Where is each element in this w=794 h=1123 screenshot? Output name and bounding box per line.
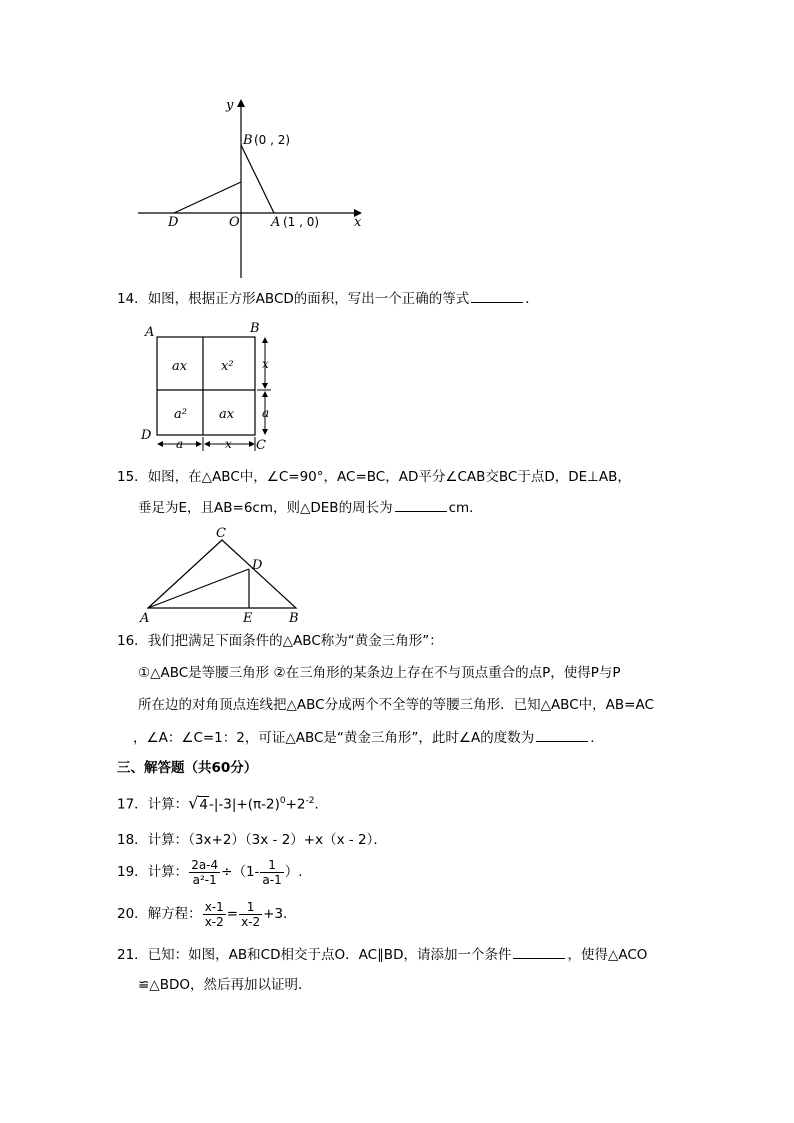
arrow-left-icon xyxy=(204,441,210,447)
q16-line4-b: ． xyxy=(590,730,604,746)
vertex-C: C xyxy=(256,438,266,453)
q19-fraction-2 xyxy=(260,858,283,887)
question-19 xyxy=(117,856,303,888)
q19-end: ）. xyxy=(284,864,303,880)
section-title: 三、解答题（共60分） xyxy=(117,760,258,776)
question-16-line3 xyxy=(138,695,654,715)
q17-number: 17． xyxy=(117,796,148,813)
vertex-D: D xyxy=(141,428,152,443)
question-21-line2 xyxy=(138,975,311,995)
q17-exp-neg2: -2 xyxy=(305,796,315,806)
question-20 xyxy=(117,898,287,930)
vertex-B: B xyxy=(250,321,260,336)
q17-sqrt-arg: 4 xyxy=(199,796,208,813)
q20-fraction-1 xyxy=(203,900,226,929)
question-18 xyxy=(117,830,387,850)
square-outline xyxy=(157,337,255,435)
q15-answer-blank[interactable] xyxy=(395,497,447,512)
question-14 xyxy=(117,288,539,309)
segment-BA xyxy=(241,145,274,213)
q19-number: 19． xyxy=(117,864,148,880)
side-a-label: a xyxy=(262,406,270,420)
side-x-label: x xyxy=(262,357,269,371)
cell-top-left: ax xyxy=(172,359,188,374)
y-axis-label: y xyxy=(226,98,234,113)
q21-line1-b: ，使得△ACO xyxy=(567,947,648,963)
vertex-D: D xyxy=(252,558,263,573)
q20-number: 20． xyxy=(117,906,148,922)
vertex-A: A xyxy=(145,325,155,340)
q19-den1: a²-1 xyxy=(192,872,217,887)
q14-number: 14． xyxy=(117,291,148,307)
point-B-coord: (0 , 2) xyxy=(254,133,291,147)
vertex-E: E xyxy=(243,611,253,626)
segment-AD xyxy=(148,569,249,608)
q21-line2: ≌△BDO，然后再加以证明． xyxy=(138,977,312,993)
q14-text: 如图，根据正方形ABCD的面积，写出一个正确的等式 xyxy=(147,291,470,307)
q16-line1: 我们把满足下面条件的△ABC称为“黄金三角形”： xyxy=(147,633,443,649)
q18-number: 18． xyxy=(117,832,148,848)
vertex-A: A xyxy=(140,611,150,626)
q20-den1: x-2 xyxy=(204,914,224,929)
vertex-C: C xyxy=(216,526,226,541)
q20-fraction-2 xyxy=(239,900,262,929)
q17-expr2: +2 xyxy=(285,796,306,813)
bottom-a-label: a xyxy=(176,437,184,451)
q20-den2: x-2 xyxy=(241,914,261,929)
y-axis-arrow-icon xyxy=(237,99,245,107)
x-axis-label: x xyxy=(354,215,362,230)
cell-bottom-right: ax xyxy=(219,407,235,422)
q19-num2: 1 xyxy=(260,858,283,873)
question-21-line1 xyxy=(117,944,647,965)
q20-eq: = xyxy=(226,906,239,922)
q14-end: ． xyxy=(525,291,539,307)
q16-line2: ①△ABC是等腰三角形 ②在三角形的某条边上存在不与顶点重合的点P，使得P与P xyxy=(138,665,621,681)
coordinate-figure xyxy=(130,95,380,285)
q20-num1: x-1 xyxy=(204,899,224,914)
q21-number: 21． xyxy=(117,947,148,963)
cell-top-right: x² xyxy=(221,359,234,374)
q15-line2-a: 垂足为E，且AB=6cm，则△DEB的周长为 xyxy=(138,500,393,516)
q16-line4-a: ，∠A：∠C=1：2，可证△ABC是“黄金三角形”，此时∠A的度数为 xyxy=(133,730,535,746)
question-16-line4 xyxy=(133,727,604,748)
q19-fraction-1 xyxy=(189,858,220,887)
arrow-down-icon xyxy=(262,383,268,389)
question-15-line2 xyxy=(138,497,483,518)
triangle-ABC xyxy=(148,540,296,608)
arrow-up-icon xyxy=(262,337,268,343)
q18-text: 计算：（3x+2）（3x - 2）+x（x - 2）． xyxy=(147,832,387,848)
q16-answer-blank[interactable] xyxy=(536,727,588,742)
bottom-x-label: x xyxy=(225,437,232,451)
question-16-line1 xyxy=(117,631,443,651)
point-D-label: D xyxy=(168,215,179,230)
q20-num2: 1 xyxy=(239,900,262,915)
q20-label: 解方程： xyxy=(147,906,202,922)
triangle-figure xyxy=(138,522,313,627)
segment-D-to-y xyxy=(174,182,241,213)
point-B-label: B xyxy=(243,133,253,148)
arrow-left-icon xyxy=(157,441,163,447)
cell-bottom-left: a² xyxy=(174,407,187,422)
q19-div: ÷（1- xyxy=(221,864,260,880)
arrow-right-icon xyxy=(196,441,202,447)
q21-line1-a: 已知：如图，AB和CD相交于点O．AC∥BD，请添加一个条件 xyxy=(147,947,512,963)
square-figure xyxy=(138,318,288,453)
q15-line2-b: cm． xyxy=(448,500,483,516)
q19-den2: a-1 xyxy=(262,872,282,887)
q21-answer-blank[interactable] xyxy=(513,944,565,959)
q14-answer-blank[interactable] xyxy=(471,288,523,303)
q19-label: 计算： xyxy=(147,864,189,880)
q15-number: 15． xyxy=(117,469,148,485)
question-17 xyxy=(117,791,319,815)
q20-end: +3. xyxy=(263,906,288,922)
q17-exp0: 0 xyxy=(279,796,286,806)
arrow-down-icon xyxy=(262,429,268,435)
question-16-line2 xyxy=(138,663,621,683)
q16-number: 16． xyxy=(117,633,148,649)
arrow-up-icon xyxy=(262,391,268,397)
q19-num1: 2a-4 xyxy=(191,857,219,872)
arrow-right-icon xyxy=(249,441,255,447)
q17-end: . xyxy=(314,796,319,813)
q16-line3: 所在边的对角顶点连线把△ABC分成两个不全等的等腰三角形．已知△ABC中，AB=AC xyxy=(138,697,654,713)
q17-expr1: -|-3|+(π-2) xyxy=(208,796,280,813)
origin-label: O xyxy=(229,215,240,230)
vertex-B: B xyxy=(289,611,299,626)
q15-line1: 如图，在△ABC中，∠C=90°，AC=BC，AD平分∠CAB交BC于点D，DE⊥AB， xyxy=(147,469,631,485)
sqrt-icon: √ xyxy=(188,793,199,813)
q17-label: 计算： xyxy=(147,796,189,813)
point-A-coord: (1 , 0) xyxy=(283,215,320,229)
question-15-line1 xyxy=(117,467,631,487)
point-A-label: A xyxy=(271,215,281,230)
